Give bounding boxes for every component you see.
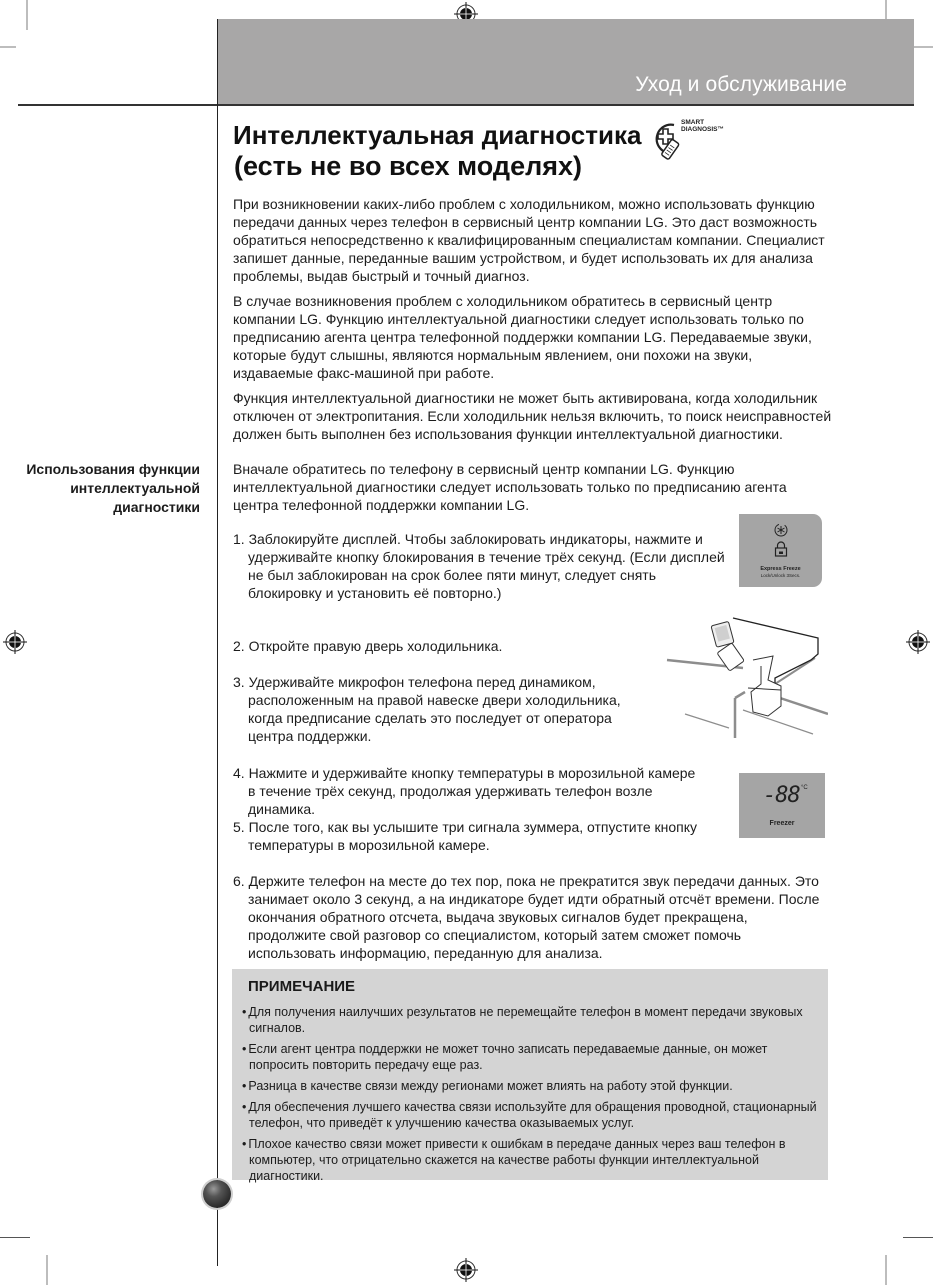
express-freeze-lock-panel bbox=[739, 514, 822, 587]
lock-panel-sublabel: Lock/Unlock 3Secs. bbox=[760, 573, 801, 578]
step-text: 5. После того, как вы услышите три сигнала зуммера, отпустите кнопку температуры в морозильной камере. bbox=[233, 819, 698, 853]
smart-diagnosis-logo bbox=[648, 117, 728, 167]
lock-panel-label: Express Freeze bbox=[760, 566, 801, 572]
step-text: 2. Откройте правую дверь холодильника. bbox=[233, 638, 503, 654]
intro-paragraph: В случае возникновения проблем с холодильником обратитесь в сервисный центр компании LG. Функцию интеллектуальной диагностики следует использовать только по предписанию агента центра телефонной поддержки компании LG. Передаваемые звуки, которые будут слышны, являются нормальным явлением, они похожи на звуки, издаваемые факс-машиной при работе. bbox=[233, 293, 812, 381]
registration-mark-icon bbox=[454, 1258, 478, 1282]
section-title: Уход и обслуживание bbox=[635, 73, 847, 96]
step-text: 4. Нажмите и удерживайте кнопку температуры в морозильной камере в течение трёх секунд, продолжая удерживать телефон возле динамика. bbox=[233, 765, 696, 817]
step-item bbox=[233, 637, 653, 655]
step-item bbox=[233, 530, 728, 602]
registration-mark-icon bbox=[3, 630, 27, 654]
intro-section bbox=[233, 195, 833, 450]
registration-mark-icon bbox=[906, 630, 930, 654]
logo-line2: DIAGNOSIS™ bbox=[681, 126, 724, 133]
page-title-line1: Интеллектуальная диагностика bbox=[233, 120, 642, 150]
phone-at-door-hinge-illustration bbox=[663, 616, 828, 738]
logo-line1: SMART bbox=[681, 119, 705, 126]
intro-paragraph: При возникновении каких-либо проблем с холодильником, можно использовать функцию передачи данных через телефон в сервисный центр компании LG. Это даст возможность обратиться непосредственно к квалифицированным специалистам компании. Специалист запишет данные, переданные вашим устройством, и будет использовать их для анализа проблемы, выдав быстрый и точный диагноз. bbox=[233, 196, 825, 284]
note-list bbox=[239, 1004, 824, 1189]
column-divider bbox=[217, 19, 218, 1266]
step-text: 6. Держите телефон на месте до тех пор, пока не прекратится звук передачи данных. Это занимает около 3 секунд, а на индикаторе будет идти обратный отсчёт времени. После окончания обратного отсчета, выдача звуковых сигналов будет прекращена, продолжите свой разговор со специалистом, который затем сможет помочь использовать информацию, переданную для анализа. bbox=[233, 873, 820, 961]
freezer-panel-label: Freezer bbox=[769, 820, 795, 827]
step-item bbox=[233, 818, 703, 854]
step-item bbox=[233, 872, 829, 962]
freezer-display-unit: °C bbox=[801, 785, 808, 791]
page-title-line2: (есть не во всех моделях) bbox=[234, 151, 582, 181]
crop-mark bbox=[0, 46, 16, 48]
note-item: • Для обеспечения лучшего качества связи используйте для обращения проводной, стационарный телефон, что приведёт к улучшению качества оказываемых услуг. bbox=[239, 1099, 824, 1131]
express-freeze-icon bbox=[773, 522, 789, 538]
page-title bbox=[233, 120, 641, 182]
note-title: ПРИМЕЧАНИЕ bbox=[248, 978, 356, 995]
note-item: • Плохое качество связи может привести к ошибкам в передаче данных через ваш телефон в компьютер, что отрицательно скажется на качестве работы функции интеллектуальной диагностики. bbox=[239, 1136, 824, 1184]
crop-mark bbox=[885, 1255, 887, 1285]
step-text: 3. Удерживайте микрофон телефона перед динамиком, расположенным на правой навеске двери холодильника, когда предписание сделать это последует от оператора центра поддержки. bbox=[233, 674, 621, 744]
step-item bbox=[233, 673, 653, 745]
step-item bbox=[233, 764, 703, 818]
crop-mark bbox=[46, 1255, 48, 1285]
note-item: • Если агент центра поддержки не может точно записать передаваемые данные, он может попросить повторить передачу еще раз. bbox=[239, 1041, 824, 1073]
freezer-temperature-panel bbox=[739, 773, 825, 838]
usage-intro: Вначале обратитесь по телефону в сервисный центр компании LG. Функцию интеллектуальной диагностики следует использовать только по предписанию агента центра телефонной поддержки компании LG. bbox=[233, 461, 787, 513]
header-divider bbox=[18, 104, 914, 106]
freezer-display-digits: -88 bbox=[763, 783, 800, 808]
note-item: • Разница в качестве связи между регионами может влиять на работу этой функции. bbox=[239, 1078, 824, 1094]
intro-paragraph: Функция интеллектуальной диагностики не может быть активирована, когда холодильник отключен от электропитания. Если холодильник нельзя включить, то поиск неисправностей должен быть выполнен без использования функции интеллектуальной диагностики. bbox=[233, 390, 832, 442]
crop-mark bbox=[26, 0, 28, 30]
note-item: • Для получения наилучших результатов не перемещайте телефон в момент передачи звуковых сигналов. bbox=[239, 1004, 824, 1036]
usage-side-label: Использования функции интеллектуальной диагностики bbox=[26, 461, 200, 515]
crop-mark bbox=[0, 1237, 30, 1238]
lock-icon bbox=[774, 541, 788, 557]
note-box bbox=[232, 969, 828, 1183]
crop-mark bbox=[903, 1237, 933, 1238]
page-marker-ball-icon bbox=[203, 1180, 231, 1208]
step-text: 1. Заблокируйте дисплей. Чтобы заблокировать индикаторы, нажмите и удерживайте кнопку блокирования в течение трёх секунд. (Если дисплей не был заблокирован на срок более пяти минут, следует снять блокировку и установить её повторно.) bbox=[233, 531, 725, 601]
